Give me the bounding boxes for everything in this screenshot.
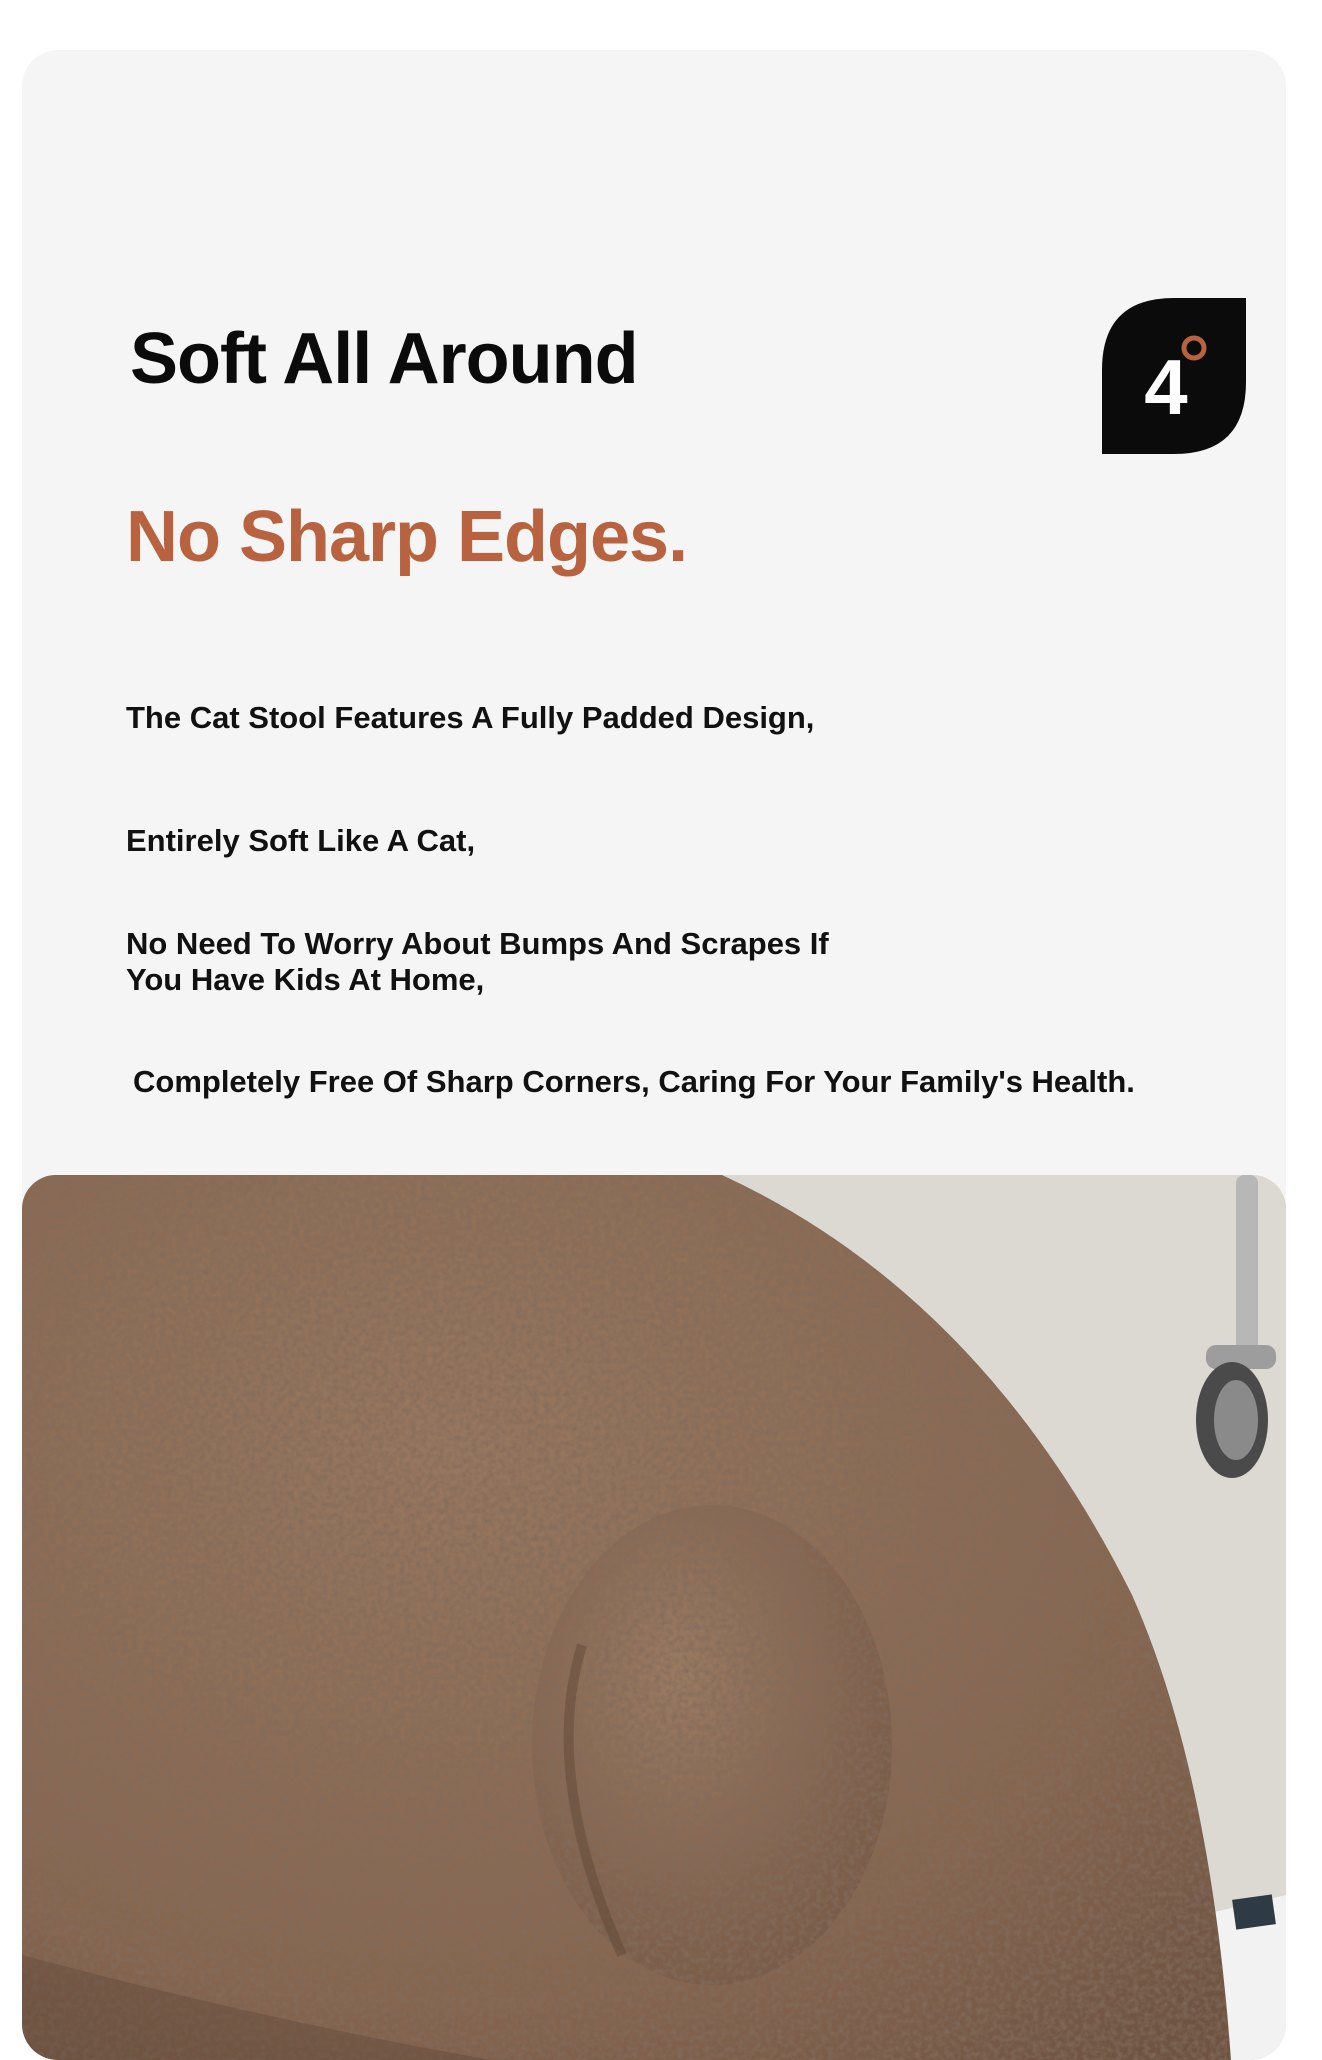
- badge-number: 4: [1144, 343, 1188, 431]
- leaf-badge-icon: [1102, 298, 1246, 454]
- number-badge: [1102, 298, 1246, 454]
- feature-line-3: No Need To Worry About Bumps And Scrapes If You Have Kids At Home,: [126, 926, 829, 997]
- feature-line-1: The Cat Stool Features A Fully Padded Design,: [126, 700, 815, 735]
- product-photo: [22, 1175, 1286, 2060]
- feature-line-4: Completely Free Of Sharp Corners, Caring For Your Family's Health.: [133, 1064, 1135, 1099]
- cat-stool-image: [22, 1175, 1286, 2060]
- feature-card: [22, 50, 1286, 2060]
- feature-line-2: Entirely Soft Like A Cat,: [126, 823, 476, 858]
- feature-subtitle: No Sharp Edges.: [126, 497, 688, 577]
- feature-title: Soft All Around: [130, 319, 638, 399]
